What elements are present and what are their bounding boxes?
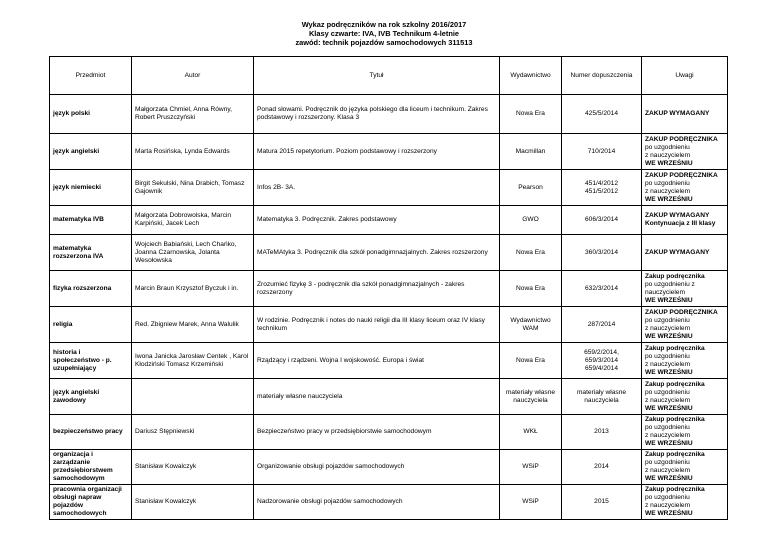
cell-wydawnictwo: Nowa Era (500, 235, 562, 271)
uwagi-line: WE WRZEŚNIU (645, 368, 693, 376)
cell-autor: Stanisław Kowalczyk (132, 485, 254, 520)
cell-numer: 360/3/2014 (562, 235, 642, 271)
cell-tytul: Zrozumieć fizykę 3 - podręcznik dla szkół ponadgimnazjalnych - zakres rozszerzony (254, 271, 500, 307)
uwagi-line: WE WRZEŚNIU (645, 440, 693, 447)
cell-autor: Marta Rosińska, Lynda Edwards (132, 134, 254, 170)
cell-autor: Red. Zbigniew Marek, Anna Walulik (132, 307, 254, 343)
uwagi-line: Zakup podręcznika (645, 272, 705, 280)
cell-uwagi (642, 379, 728, 415)
cell-wydawnictwo: Nowa Era (500, 343, 562, 379)
cell-uwagi (642, 343, 728, 379)
cell-numer: 659/2/2014, 659/3/2014 659/4/2014 (562, 343, 642, 379)
table-row (50, 235, 728, 271)
cell-wydawnictwo: Macmillan (500, 134, 562, 170)
cell-uwagi (642, 271, 728, 307)
cell-przedmiot: język angielski (50, 134, 132, 170)
uwagi-line: ZAKUP PODRĘCZNIKA (645, 135, 718, 143)
table-header-row (50, 57, 728, 95)
header-line-2: Klasy czwarte: IVA, IVB Technikum 4-letnie (308, 29, 460, 38)
cell-wydawnictwo: WSiP (500, 450, 562, 485)
cell-autor: Marcin Braun Krzysztof Byczuk i in. (132, 271, 254, 307)
uwagi-line: po uzgodnieniu (645, 424, 690, 431)
uwagi-line: z nauczycielem (645, 432, 691, 439)
uwagi-line: ZAKUP PODRĘCZNIKA (645, 308, 718, 316)
cell-numer: 632/3/2014 (562, 271, 642, 307)
cell-numer: 2014 (562, 450, 642, 485)
cell-uwagi (642, 235, 728, 271)
cell-numer: 606/3/2014 (562, 206, 642, 235)
uwagi-line: z nauczycielem (645, 467, 691, 474)
table-row (50, 450, 728, 485)
col-header-numer: Numer dopuszczenia (562, 57, 642, 95)
uwagi-line: ZAKUP WYMAGANY (645, 248, 710, 256)
cell-numer: 2015 (562, 485, 642, 520)
document-header (0, 20, 768, 47)
uwagi-line: Zakup podręcznika (645, 380, 705, 388)
cell-wydawnictwo: materiały własne nauczyciela (500, 379, 562, 415)
cell-autor: Wojciech Babiański, Lech Chańko, Joanna Czarnowska, Jolanta Wesołowska (132, 235, 254, 271)
cell-uwagi (642, 307, 728, 343)
cell-tytul: Nadzorowanie obsługi pojazdów samochodowych (254, 485, 500, 520)
cell-wydawnictwo: Wydawnictwo WAM (500, 307, 562, 343)
textbook-table (49, 56, 728, 520)
cell-numer: 451/4/2012 451/5/2012 (562, 170, 642, 206)
uwagi-line: ZAKUP PODRĘCZNIKA (645, 171, 718, 179)
uwagi-line: po uzgodnieniu (645, 494, 690, 501)
table-row (50, 379, 728, 415)
uwagi-line: WE WRZEŚNIU (645, 475, 693, 482)
uwagi-line: Zakup podręcznika (645, 344, 705, 352)
cell-numer: materiały własne nauczyciela (562, 379, 642, 415)
cell-przedmiot: pracownia organizacji obsługi napraw pojazdów samochodowych (50, 485, 132, 520)
cell-wydawnictwo: Nowa Era (500, 271, 562, 307)
cell-tytul: W rodzinie. Podręcznik i notes do nauki religii dla III klasy liceum oraz IV klasy technikum (254, 307, 500, 343)
cell-tytul: Matematyka 3. Podręcznik. Zakres podstawowy (254, 206, 500, 235)
cell-autor (132, 379, 254, 415)
uwagi-line: WE WRZEŚNIU (645, 404, 693, 412)
cell-przedmiot: bezpieczeństwo pracy (50, 415, 132, 450)
cell-wydawnictwo: Nowa Era (500, 95, 562, 134)
cell-przedmiot: fizyka rozszerzona (50, 271, 132, 307)
uwagi-line: WE WRZEŚNIU (645, 296, 693, 304)
cell-uwagi (642, 485, 728, 520)
uwagi-line: po uzgodnieniu (645, 388, 690, 396)
table-row (50, 271, 728, 307)
cell-przedmiot: organizacja i zarządzanie przedsiębiorstwem samochodowym (50, 450, 132, 485)
cell-tytul: Ponad słowami. Podręcznik do języka polskiego dla liceum i technikum. Zakres podstawowy i rozszerzony. Klasa 3 (254, 95, 500, 134)
cell-autor: Stanisław Kowalczyk (132, 450, 254, 485)
col-header-uwagi: Uwagi (642, 57, 728, 95)
uwagi-line: nauczycielem (645, 288, 685, 296)
cell-uwagi (642, 170, 728, 206)
cell-przedmiot: historia i społeczeństwo - p. uzupełniający (50, 343, 132, 379)
header-line-3: zawód: technik pojazdów samochodowych 311513 (295, 38, 473, 47)
uwagi-line: Zakup podręcznika (645, 416, 705, 423)
col-header-przedmiot: Przedmiot (50, 57, 132, 95)
table-body (50, 95, 728, 520)
col-header-tytul: Tytuł (254, 57, 500, 95)
cell-uwagi (642, 134, 728, 170)
cell-autor: Dariusz Stępniewski (132, 415, 254, 450)
cell-autor: Iwona Janicka Jarosław Centek , Karol Kłodziński Tomasz Krzemiński (132, 343, 254, 379)
uwagi-line: po uzgodnieniu z (645, 280, 695, 288)
cell-uwagi (642, 415, 728, 450)
cell-numer: 287/2014 (562, 307, 642, 343)
table-row (50, 415, 728, 450)
cell-autor: Małgorzata Dobrowolska, Marcin Karpiński, Jacek Lech (132, 206, 254, 235)
table-row (50, 134, 728, 170)
table-row (50, 307, 728, 343)
cell-przedmiot: język angielski zawodowy (50, 379, 132, 415)
uwagi-line: z nauczycielem (645, 396, 691, 404)
uwagi-line: z nauczycielem (645, 502, 691, 509)
uwagi-line: z nauczycielem (645, 187, 691, 195)
cell-wydawnictwo: Pearson (500, 170, 562, 206)
cell-przedmiot: matematyka IVB (50, 206, 132, 235)
cell-tytul: Organizowanie obsługi pojazdów samochodowych (254, 450, 500, 485)
cell-uwagi (642, 450, 728, 485)
cell-autor: Birgit Sekulski, Nina Drabich, Tomasz Gajownik (132, 170, 254, 206)
table-row (50, 206, 728, 235)
cell-autor: Małgorzata Chmiel, Anna Równy, Robert Pruszczyński (132, 95, 254, 134)
cell-przedmiot: język polski (50, 95, 132, 134)
uwagi-line: WE WRZEŚNIU (645, 510, 693, 517)
col-header-autor: Autor (132, 57, 254, 95)
uwagi-line: WE WRZEŚNIU (645, 332, 693, 340)
table-row (50, 343, 728, 379)
uwagi-line: Zakup podręcznika (645, 451, 705, 458)
cell-uwagi (642, 206, 728, 235)
cell-wydawnictwo: WSiP (500, 485, 562, 520)
cell-przedmiot: matematyka rozszerzona IVA (50, 235, 132, 271)
cell-numer: 425/5/2014 (562, 95, 642, 134)
uwagi-line: po uzgodnieniu (645, 316, 690, 324)
uwagi-line: z nauczycielem (645, 151, 691, 159)
table-row (50, 170, 728, 206)
cell-numer: 2013 (562, 415, 642, 450)
cell-tytul: materiały własne nauczyciela (254, 379, 500, 415)
cell-wydawnictwo: GWO (500, 206, 562, 235)
uwagi-line: z nauczycielem (645, 324, 691, 332)
uwagi-line: WE WRZEŚNIU (645, 195, 693, 203)
cell-tytul: Infos 2B- 3A. (254, 170, 500, 206)
col-header-wydawnictwo: Wydawnictwo (500, 57, 562, 95)
uwagi-line: po uzgodnieniu (645, 459, 690, 466)
cell-tytul: Bezpieczeństwo pracy w przedsiębiorstwie samochodowym (254, 415, 500, 450)
cell-tytul: MATeMAtyka 3. Podręcznik dla szkół ponadgimnazjalnych. Zakres rozszerzony (254, 235, 500, 271)
header-line-1: Wykaz podręczników na rok szkolny 2016/2017 (301, 20, 467, 29)
cell-tytul: Rządzący i rządzeni. Wojna I wojskowość. Europa i świat (254, 343, 500, 379)
uwagi-line: ZAKUP WYMAGANY (645, 110, 710, 117)
cell-tytul: Matura 2015 repetytorium. Poziom podstawowy i rozszerzony (254, 134, 500, 170)
cell-uwagi (642, 95, 728, 134)
uwagi-line: z nauczycielem (645, 360, 691, 368)
table-row (50, 485, 728, 520)
uwagi-line: po uzgodnieniu (645, 352, 690, 360)
table-row (50, 95, 728, 134)
uwagi-line: po uzgodnieniu (645, 179, 690, 187)
cell-przedmiot: religia (50, 307, 132, 343)
uwagi-line: WE WRZEŚNIU (645, 159, 693, 167)
uwagi-line: ZAKUP WYMAGANY (645, 212, 710, 219)
cell-przedmiot: język niemiecki (50, 170, 132, 206)
uwagi-line: Zakup podręcznika (645, 486, 705, 493)
cell-numer: 710/2014 (562, 134, 642, 170)
cell-wydawnictwo: WKŁ (500, 415, 562, 450)
uwagi-line: po uzgodnieniu (645, 143, 690, 151)
uwagi-line: Kontynuacja z III klasy (645, 220, 716, 227)
